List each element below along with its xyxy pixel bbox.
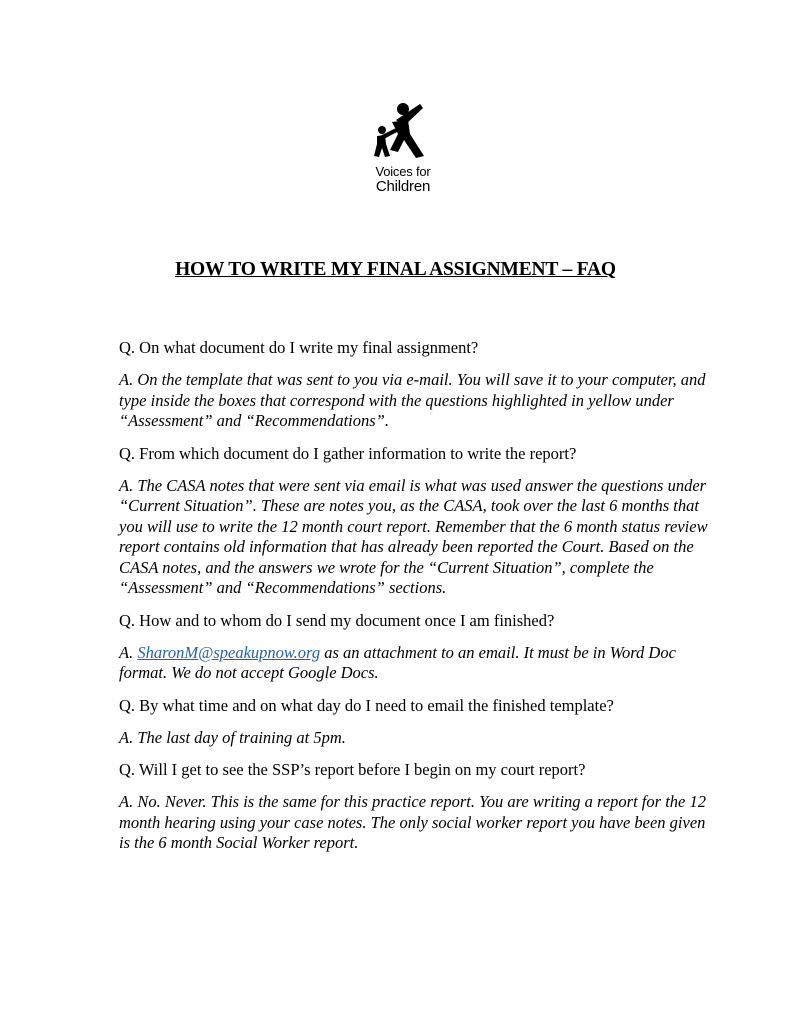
faq-question-2: Q. From which document do I gather information to write the report? [119,443,577,463]
faq-answer-5: A. No. Never. This is the same for this practice report. You are writing a report for the 12 month hearing using your case notes. The only social worker report you have been given is the 6 month Social Worker report. [119,792,706,852]
faq-answer-3-suffix: as an attachment to an email. It must be in Word Doc format. We do not accept Google Docs. [119,642,676,682]
faq-answer-3 [119,643,719,684]
faq-answer-2: A. The CASA notes that were sent via email is what was used answer the questions under “Current Situation”. These are notes you, as the CASA, took over the last 6 months that you will use to write the 12 month court report. Remember that the 6 month status review report contains old information that has already been reported the Court. Based on the CASA notes, and the answers we wrote for the “Current Situation”, complete the “Assessment” and “Recommendations” sections. [119,475,708,597]
faq-question-3: Q. How and to whom do I send my document once I am finished? [119,610,555,630]
voices-for-children-logo [358,100,448,194]
email-link[interactable]: SharonM@speakupnow.org [137,642,321,662]
faq-answer-3-prefix: A. [119,642,138,662]
page-title: HOW TO WRITE MY FINAL ASSIGNMENT – FAQ [175,259,616,280]
faq-question-4: Q. By what time and on what day do I need to email the finished template? [119,695,614,715]
logo-text-line2: Children [375,178,431,195]
faq-question-1: Q. On what document do I write my final assignment? [119,338,479,357]
children-figures-icon [368,100,438,162]
faq-question-5: Q. Will I get to see the SSP’s report before I begin on my court report? [119,760,586,779]
faq-list [119,338,719,866]
faq-answer-1: A. On the template that was sent to you via e-mail. You will save it to your computer, and type inside the boxes that correspond with the questions highlighted in yellow under “Assessment” and “Recommendations”. [119,370,706,430]
logo-text-line1: Voices for [375,164,431,179]
faq-answer-4: A. The last day of training at 5pm. [119,727,346,747]
